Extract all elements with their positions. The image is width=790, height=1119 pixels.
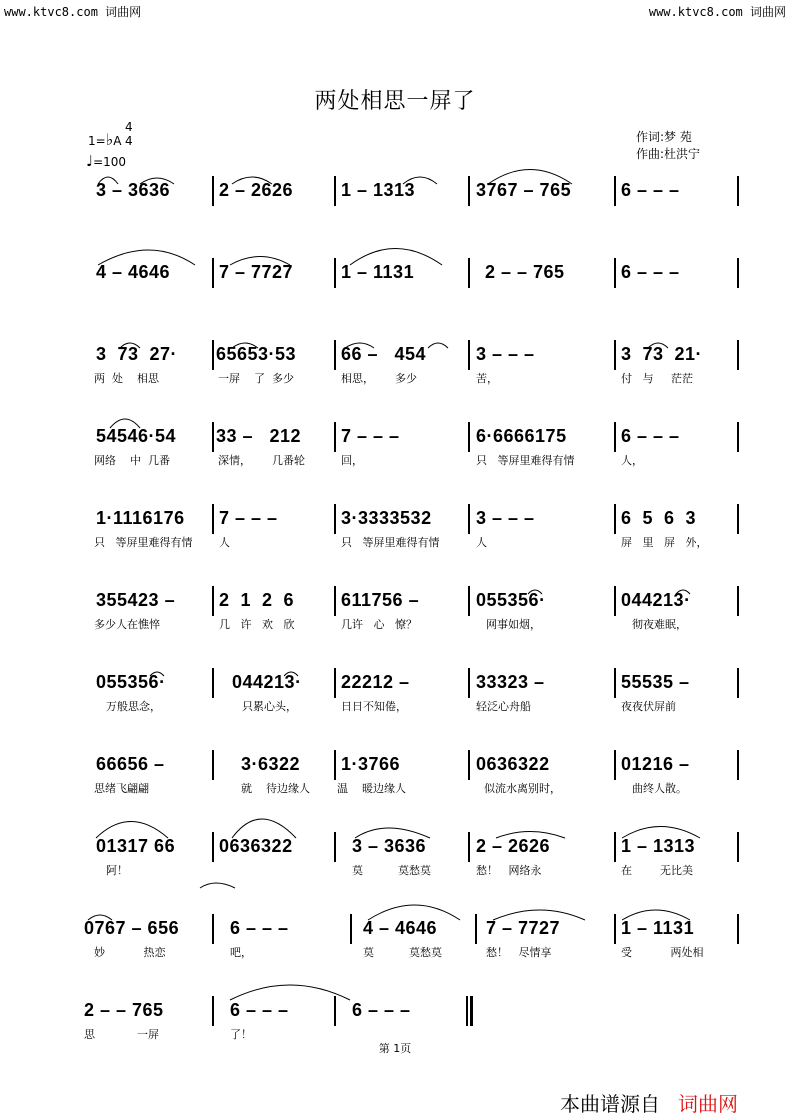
slur <box>200 883 235 888</box>
barline <box>614 668 616 698</box>
measure-notes: 1·3766 <box>341 754 401 774</box>
lyric-text: 只 等屏里难得有情 <box>341 536 440 549</box>
measure-notes: 33323 – <box>476 672 545 692</box>
lyric-text: 两 处 相思 <box>94 372 159 385</box>
lyric-text: 只 等屏里难得有情 <box>94 536 193 549</box>
measure-notes: 6 – – – <box>621 180 680 200</box>
barline <box>737 176 739 206</box>
lyric-text: 几许 心 憭？ <box>341 618 417 631</box>
lyric-text: 愁！ 尽情享 <box>486 946 552 959</box>
barline <box>468 750 470 780</box>
barline <box>737 258 739 288</box>
measure-notes: 66 – 454 <box>341 344 427 364</box>
lyric-text: 网络 中 几番 <box>94 454 170 467</box>
measure-notes: 6 – – – <box>230 1000 289 1020</box>
barline <box>334 504 336 534</box>
lyric-text: 人， <box>621 454 643 467</box>
barline <box>212 996 214 1026</box>
barline <box>334 258 336 288</box>
quarter-note-icon: ♩ <box>86 152 94 170</box>
barline <box>737 422 739 452</box>
measure-notes: 65653·53 <box>216 344 297 364</box>
measure-notes: 1 – 1131 <box>341 262 415 282</box>
barline <box>334 996 336 1026</box>
barline <box>212 340 214 370</box>
lyric-text: 受 两处相 <box>621 946 704 959</box>
site-header-right: www.ktvc8.com 词曲网 <box>648 5 786 19</box>
measure-notes: 54546·54 <box>96 426 177 446</box>
barline <box>334 668 336 698</box>
lyric-text: 在 无比美 <box>621 864 693 877</box>
measure-notes: 3 – 3636 <box>96 180 171 200</box>
barline <box>334 340 336 370</box>
measure-notes: 7 – 7727 <box>219 262 294 282</box>
barline <box>468 340 470 370</box>
barline <box>737 504 739 534</box>
measure-notes: 01216 – <box>621 754 690 774</box>
song-title: 两处相思一屏了 <box>314 89 476 114</box>
page-number: 第 1页 <box>378 1042 412 1055</box>
barline <box>350 914 352 944</box>
lyric-text: 思 一屏 <box>84 1028 159 1041</box>
key-signature: 1=♭A <box>88 130 122 149</box>
barline <box>334 176 336 206</box>
measure-notes: 2 – – 765 <box>84 1000 164 1020</box>
lyric-text: 妙 热恋 <box>94 946 166 959</box>
lyric-text: 轻泛心舟船 <box>476 700 531 713</box>
measure-notes: 7 – – – <box>219 508 278 528</box>
measure-notes: 0767 – 656 <box>84 918 180 938</box>
barline <box>468 832 470 862</box>
barline <box>737 750 739 780</box>
barline <box>614 750 616 780</box>
measure-notes: 2 – 2626 <box>476 836 551 856</box>
barline <box>468 176 470 206</box>
measure-notes: 6 5 6 3 <box>621 508 697 528</box>
barline <box>614 586 616 616</box>
barline <box>212 832 214 862</box>
lyric-text: 只 等屏里难得有情 <box>476 454 575 467</box>
measure-notes: 66656 – <box>96 754 165 774</box>
lyric-text: 网事如烟， <box>486 618 541 631</box>
barline <box>475 914 477 944</box>
final-barline-thin <box>466 996 468 1026</box>
barline <box>737 340 739 370</box>
lyric-text: 几 许 欢 欣 <box>219 618 295 631</box>
measure-notes: 3 – – – <box>476 344 535 364</box>
barline <box>737 832 739 862</box>
measure-notes: 355423 – <box>96 590 176 610</box>
lyric-text: 相思， 多少 <box>341 372 417 385</box>
measure-notes: 4 – 4646 <box>96 262 171 282</box>
tempo-marking: ♩=100 <box>86 152 127 170</box>
lyric-text: 只累心头， <box>242 700 297 713</box>
slur <box>428 343 448 348</box>
measure-notes: 6·6666175 <box>476 426 567 446</box>
measure-notes: 55535 – <box>621 672 690 692</box>
measure-notes: 3767 – 765 <box>476 180 572 200</box>
lyric-text: 吧， <box>230 946 252 959</box>
lyric-text: 莫 莫愁莫 <box>363 946 442 959</box>
barline <box>614 340 616 370</box>
measure-notes: 044213· <box>621 590 691 610</box>
measure-notes: 6 – – – <box>621 426 680 446</box>
barline <box>334 422 336 452</box>
measure-notes: 22212 – <box>341 672 410 692</box>
barline <box>614 832 616 862</box>
measure-notes: 0636322 <box>219 836 293 856</box>
measure-notes: 044213· <box>232 672 302 692</box>
composer-credit: 作曲:杜洪宁 <box>636 147 701 161</box>
barline <box>334 586 336 616</box>
measure-notes: 33 – 212 <box>216 426 302 446</box>
measure-notes: 1·1116176 <box>96 508 185 528</box>
barline <box>468 258 470 288</box>
site-header-left: www.ktvc8.com 词曲网 <box>4 5 142 19</box>
lyric-text: 日日不知倦， <box>341 700 407 713</box>
lyric-text: 彻夜难眠， <box>632 618 687 631</box>
barline <box>737 668 739 698</box>
barline <box>468 422 470 452</box>
barline <box>212 750 214 780</box>
lyric-text: 一屏 了 多少 <box>218 372 294 385</box>
lyric-text: 温 暖边缘人 <box>337 782 406 795</box>
lyric-text: 屏 里 屏 外， <box>621 536 708 549</box>
source-brand: 词曲网 <box>678 1092 738 1116</box>
lyric-text: 阿！ <box>106 864 128 877</box>
final-barline-thick <box>470 996 473 1026</box>
barline <box>614 914 616 944</box>
measure-notes: 3·6322 <box>241 754 301 774</box>
barline <box>212 668 214 698</box>
slur <box>230 985 350 1000</box>
barline <box>468 586 470 616</box>
measure-notes: 3 73 27· <box>96 344 178 364</box>
measure-notes: 055356· <box>96 672 166 692</box>
lyric-text: 思绪飞翩翩 <box>94 782 149 795</box>
barline <box>212 258 214 288</box>
measure-notes: 2 – – 765 <box>485 262 565 282</box>
barline <box>212 176 214 206</box>
barline <box>212 914 214 944</box>
measure-notes: 6 – – – <box>621 262 680 282</box>
barline <box>737 914 739 944</box>
barline <box>334 750 336 780</box>
measure-notes: 3 – – – <box>476 508 535 528</box>
measure-notes: 7 – – – <box>341 426 400 446</box>
barline <box>212 504 214 534</box>
measure-notes: 6 – – – <box>230 918 289 938</box>
lyric-text: 多少人在憔悴 <box>94 618 160 631</box>
barline <box>614 504 616 534</box>
lyric-text: 夜夜伏屏前 <box>621 700 676 713</box>
source-credit: 本曲谱源自 词曲网 <box>560 1092 738 1116</box>
barline <box>614 176 616 206</box>
measure-notes: 3 73 21· <box>621 344 703 364</box>
barline <box>334 832 336 862</box>
lyric-text: 似流水离别时， <box>484 782 561 795</box>
lyric-text: 深情， 几番轮 <box>218 454 305 467</box>
lyric-text: 愁！ 网络永 <box>476 864 542 877</box>
barline <box>614 258 616 288</box>
lyric-text: 人 <box>219 536 230 549</box>
measure-notes: 0636322 <box>476 754 550 774</box>
barline <box>212 586 214 616</box>
barline <box>737 586 739 616</box>
lyric-text: 苦， <box>476 372 498 385</box>
measure-notes: 1 – 1313 <box>341 180 416 200</box>
measure-notes: 6 – – – <box>352 1000 411 1020</box>
lyric-text: 人 <box>476 536 487 549</box>
lyricist-credit: 作词:梦 苑 <box>636 130 692 144</box>
lyric-text: 付 与 茫茫 <box>621 372 693 385</box>
measure-notes: 3·3333532 <box>341 508 432 528</box>
barline <box>468 504 470 534</box>
measure-notes: 7 – 7727 <box>486 918 561 938</box>
lyric-text: 曲终人散。 <box>632 782 687 795</box>
lyric-text: 回， <box>341 454 363 467</box>
time-signature: 4 4 <box>125 120 133 148</box>
lyric-text: 莫 莫愁莫 <box>352 864 431 877</box>
measure-notes: 1 – 1131 <box>621 918 695 938</box>
barline <box>212 422 214 452</box>
barline <box>614 422 616 452</box>
measure-notes: 01317 66 <box>96 836 176 856</box>
measure-notes: 1 – 1313 <box>621 836 696 856</box>
measure-notes: 2 – 2626 <box>219 180 294 200</box>
lyric-text: 就 待边缘人 <box>241 782 310 795</box>
measure-notes: 4 – 4646 <box>363 918 438 938</box>
measure-notes: 611756 – <box>341 590 420 610</box>
lyric-text: 了！ <box>230 1028 252 1041</box>
barline <box>468 668 470 698</box>
measure-notes: 055356· <box>476 590 546 610</box>
lyric-text: 万般思念， <box>106 700 161 713</box>
measure-notes: 3 – 3636 <box>352 836 427 856</box>
measure-notes: 2 1 2 6 <box>219 590 295 610</box>
